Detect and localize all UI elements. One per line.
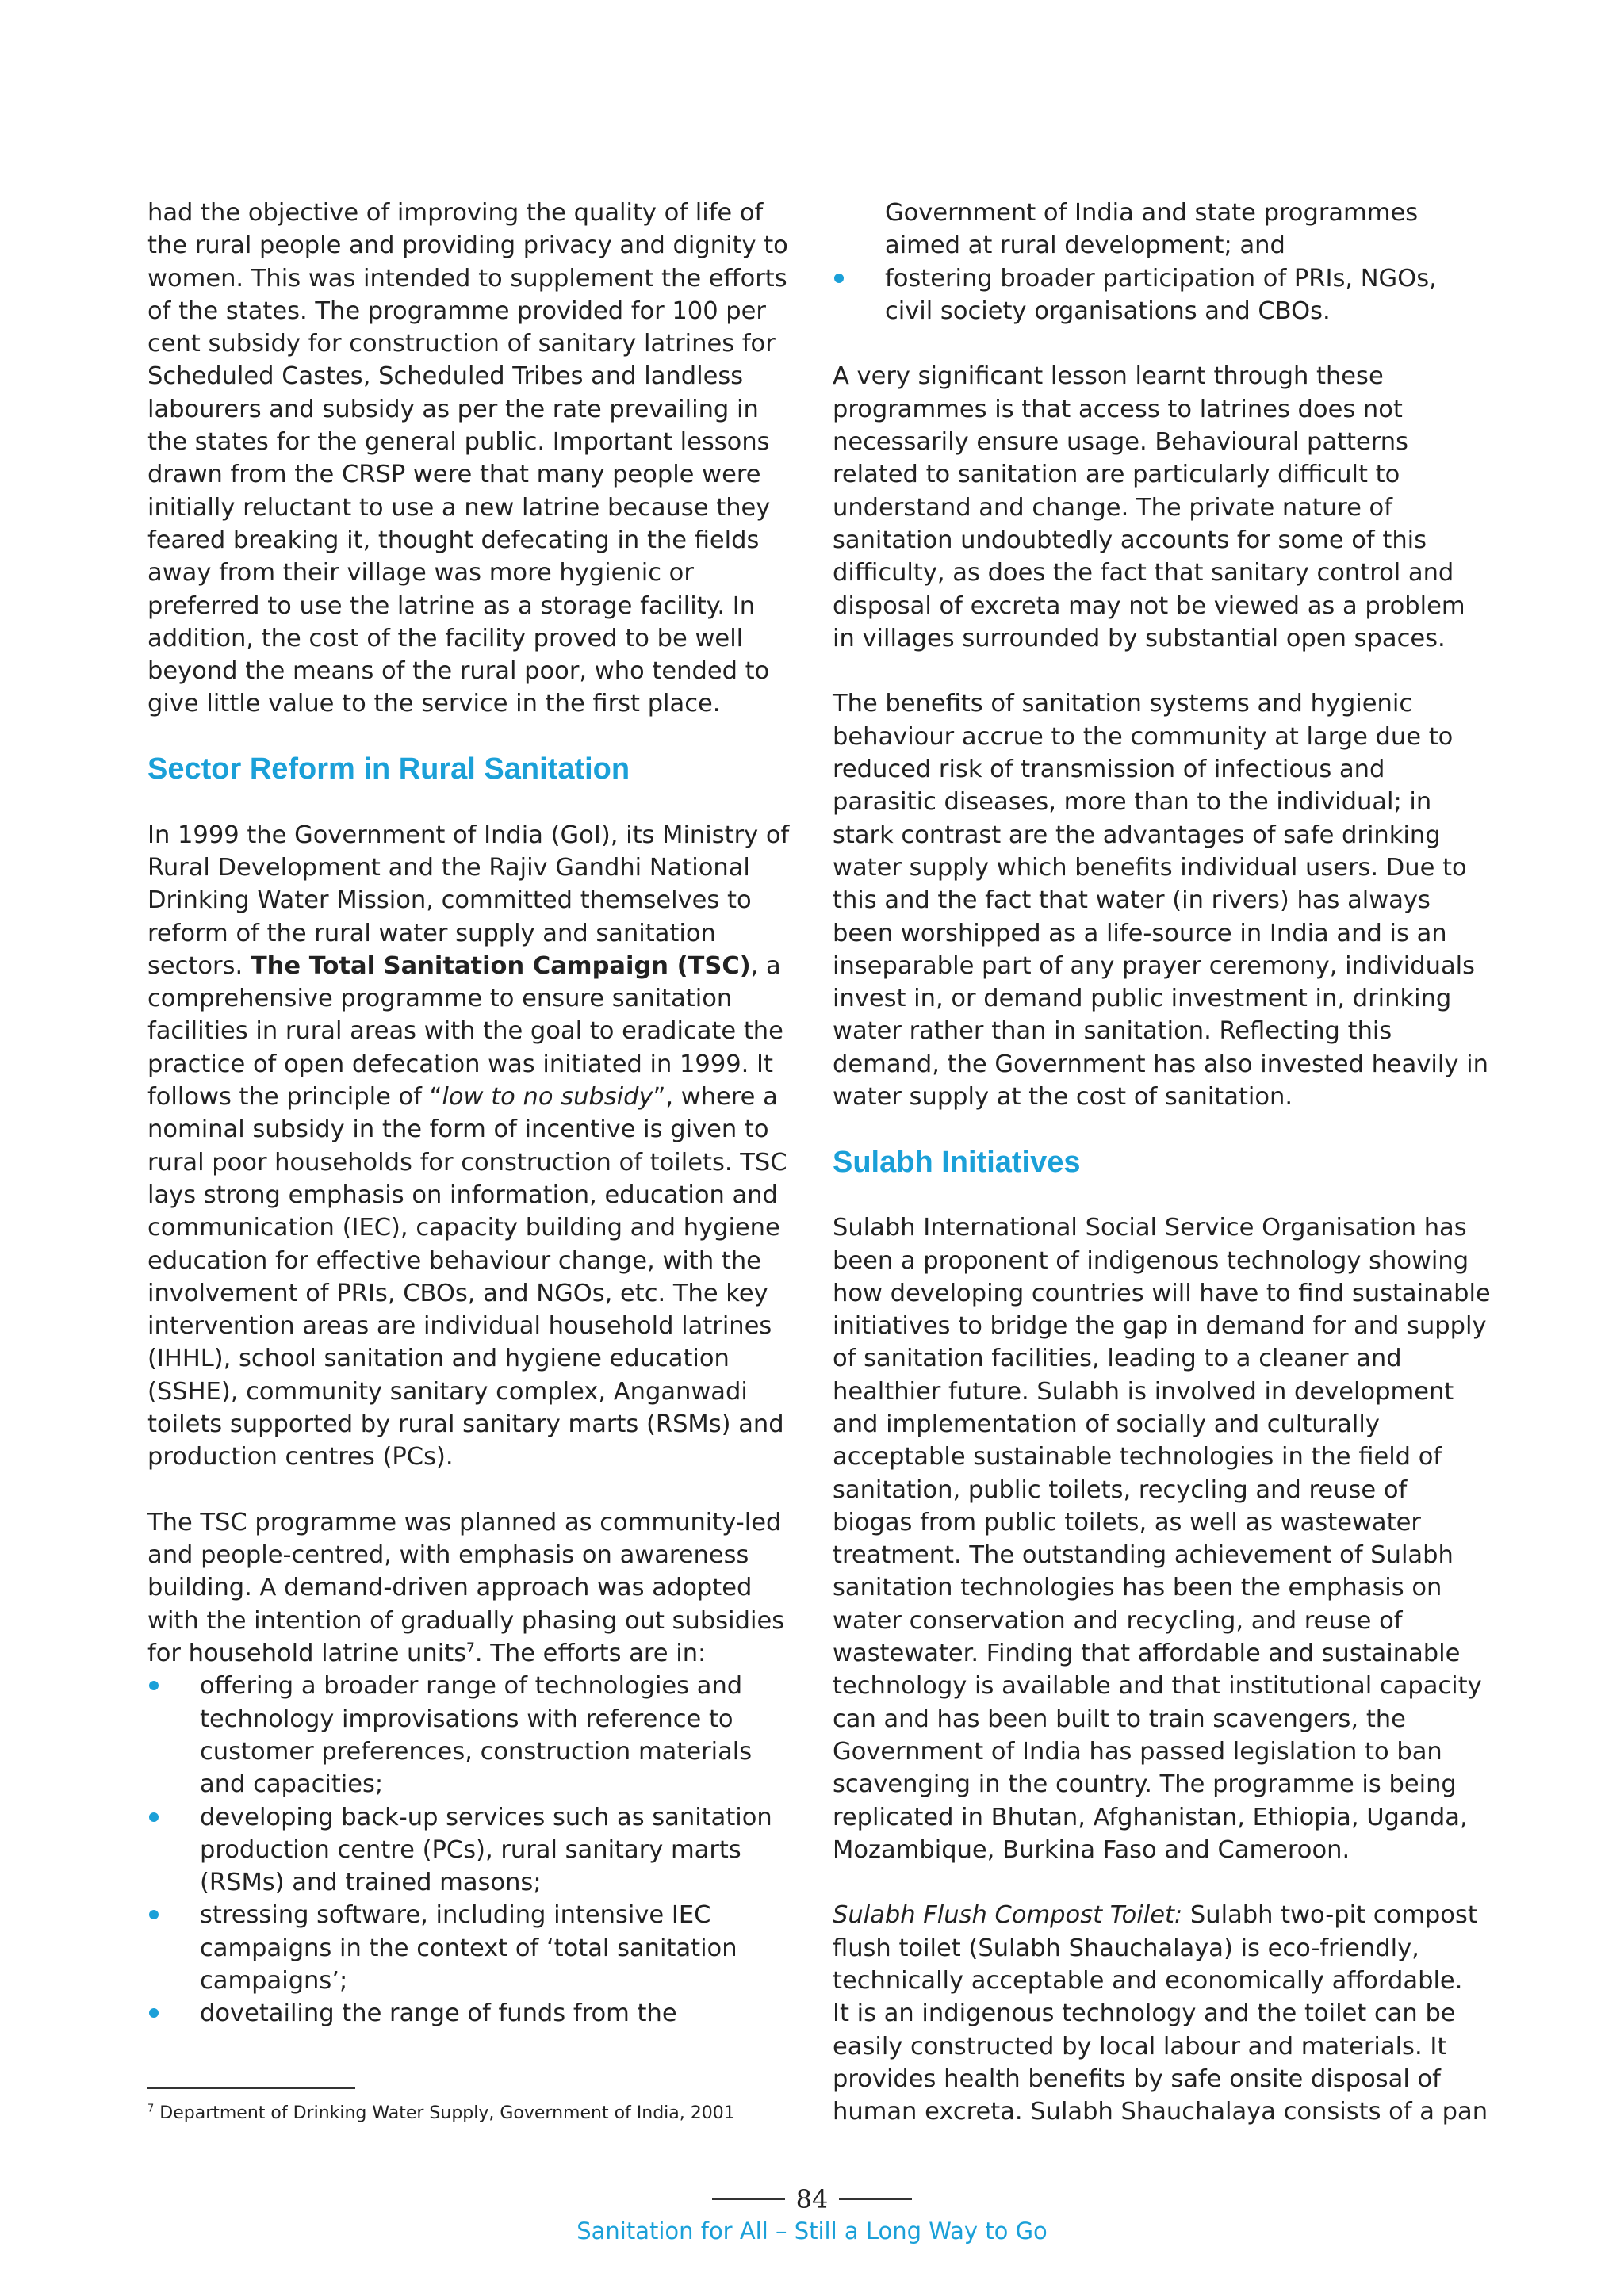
page-number: 84 [795,2184,829,2214]
reform-text-3: ”, where a nominal subsidy in the form of incentive is given to rural poor households for construction of toilets. TSC lays strong emphasis on information, education and communication (IEC), capacity building and hygiene education for effective behaviour change, with the involvement of PRIs, CBOs, and NGOs, etc. The key intervention areas are individual household latrines (IHHL), school sanitation and hygiene education (SSHE), community sanitary complex, Anganwadi toilets supported by rural sanitary marts (RSMs) and production centres (PCs). [147,1083,787,1471]
list-item-continued: Government of India and state programmes aimed at rural development; and [885,199,1419,260]
footnote-text: Department of Drinking Water Supply, Government of India, 2001 [154,2103,735,2123]
flush-toilet-paragraph-2: It is an indigenous technology and the toilet can be easily constructed by local labour and materials. It provides health benefits by safe onsite disposal of human excreta. Sulabh Shauchalaya consists of a pan [833,1999,1488,2126]
page-number-rule-left [712,2198,785,2200]
heading-sector-reform: Sector Reform in Rural Sanitation [147,752,630,786]
footnote-divider [147,2087,355,2089]
list-item: offering a broader range of technologies and technology improvisations with reference to customer preferences, construction materials and capacities; [147,1670,794,1800]
tsc-bold-term: The Total Sanitation Campaign (TSC) [250,951,751,980]
list-item: developing back-up services such as sanitation production centre (PCs), rural sanitary marts (RSMs) and trained masons; [147,1801,794,1900]
page-number-row [0,2184,1624,2214]
flush-toilet-term: Sulabh Flush Compost Toilet: [833,1901,1183,1930]
footnote-marker: 7 [147,2103,155,2115]
efforts-list-continued [833,262,1491,328]
tsc-paragraph [147,1506,794,1670]
flush-text-1: Sulabh two-pit compost flush toilet (Sulabh Shauchalaya) is eco-friendly, technically acceptable and economically affordable. [833,1901,1477,1996]
reform-paragraph [147,819,794,1474]
intro-paragraph: had the objective of improving the quality of life of the rural people and providing privacy and dignity to women. This was intended to supplement the efforts of the states. The programme provided for 100 per cent subsidy for construction of sanitary latrines for Scheduled Castes, Scheduled Tribes and landless labourers and subsidy as per the rate prevailing in the states for the general public. Important lessons drawn from the CRSP were that many people were initially reluctant to use a new latrine because they feared breaking it, thought defecating in the fields away from their village was more hygienic or preferred to use the latrine as a storage facility. In addition, the cost of the facility proved to be well beyond the means of the rural poor, who tended to give little value to the service in the first place. [147,199,788,718]
list-item: dovetailing the range of funds from the [147,1997,794,2030]
running-title: Sanitation for All – Still a Long Way to Go [576,2218,1048,2244]
efforts-list [147,1670,794,2030]
heading-sulabh: Sulabh Initiatives [833,1145,1081,1179]
benefits-paragraph: The benefits of sanitation systems and hygienic behaviour accrue to the community at large due to reduced risk of transmission of infectious and parasitic diseases, more than to the individual; in stark contrast are the advantages of safe drinking water supply which benefits individual users. Due to this and the fact that water (in rivers) has always been worshipped as a life-source in India and is an inseparable part of any prayer ceremony, individuals invest in, or demand public investment in, drinking water rather than in sanitation. Reflecting this demand, the Government has also invested heavily in water supply at the cost of sanitation. [833,690,1488,1112]
tsc-text-1: The TSC programme was planned as community-led and people-centred, with emphasis on awareness building. A demand-driven approach was adopted with the intention of gradually phasing out subsidies for household latrine units [147,1508,785,1668]
reform-text-1: In 1999 the Government of India (GoI), its Ministry of Rural Development and the Rajiv Gandhi National Drinking Water Mission, committed themselves to reform of the rural water supply and sanitation sectors. [147,821,790,980]
page-number-rule-right [839,2198,912,2200]
footnote [147,2102,735,2126]
flush-toilet-paragraph [833,1899,1491,1997]
subsidy-italic-term: low to no subsidy [442,1083,653,1112]
left-column [147,197,794,2030]
footnote-ref: 7 [466,1640,475,1656]
tsc-text-2: . The efforts are in: [474,1640,707,1668]
list-item: fostering broader participation of PRIs, NGOs, civil society organisations and CBOs. [833,262,1491,328]
sulabh-paragraph: Sulabh International Social Service Organisation has been a proponent of indigenous technology showing how developing countries will have to find sustainable initiatives to bridge the gap in demand for and supply of sanitation facilities, leading to a cleaner and healthier future. Sulabh is involved in development and implementation of socially and culturally acceptable sustainable technologies in the field of sanitation, public toilets, recycling and reuse of biogas from public toilets, as well as wastewater treatment. The outstanding achievement of Sulabh sanitation technologies has been the emphasis on water conservation and recycling, and reuse of wastewater. Finding that affordable and sustainable technology is available and that institutional capacity can and has been built to train scavengers, the Government of India has passed legislation to ban scavenging in the country. The programme is being replicated in Bhutan, Afghanistan, Ethiopia, Uganda, Mozambique, Burkina Faso and Cameroon. [833,1214,1491,1864]
right-column [833,197,1491,2129]
list-item: stressing software, including intensive IEC campaigns in the context of ‘total sanitation campaigns’; [147,1899,794,1997]
lesson-paragraph: A very significant lesson learnt through these programmes is that access to latrines does not necessarily ensure usage. Behavioural patterns related to sanitation are particularly difficult to understand and change. The private nature of sanitation undoubtedly accounts for some of this difficulty, as does the fact that sanitary control and disposal of excreta may not be viewed as a problem in villages surrounded by substantial open spaces. [833,362,1465,652]
reform-text-2: , a comprehensive programme to ensure sanitation facilities in rural areas with the goal to eradicate the practice of open defecation was initiated in 1999. It follows the principle of “ [147,951,783,1112]
